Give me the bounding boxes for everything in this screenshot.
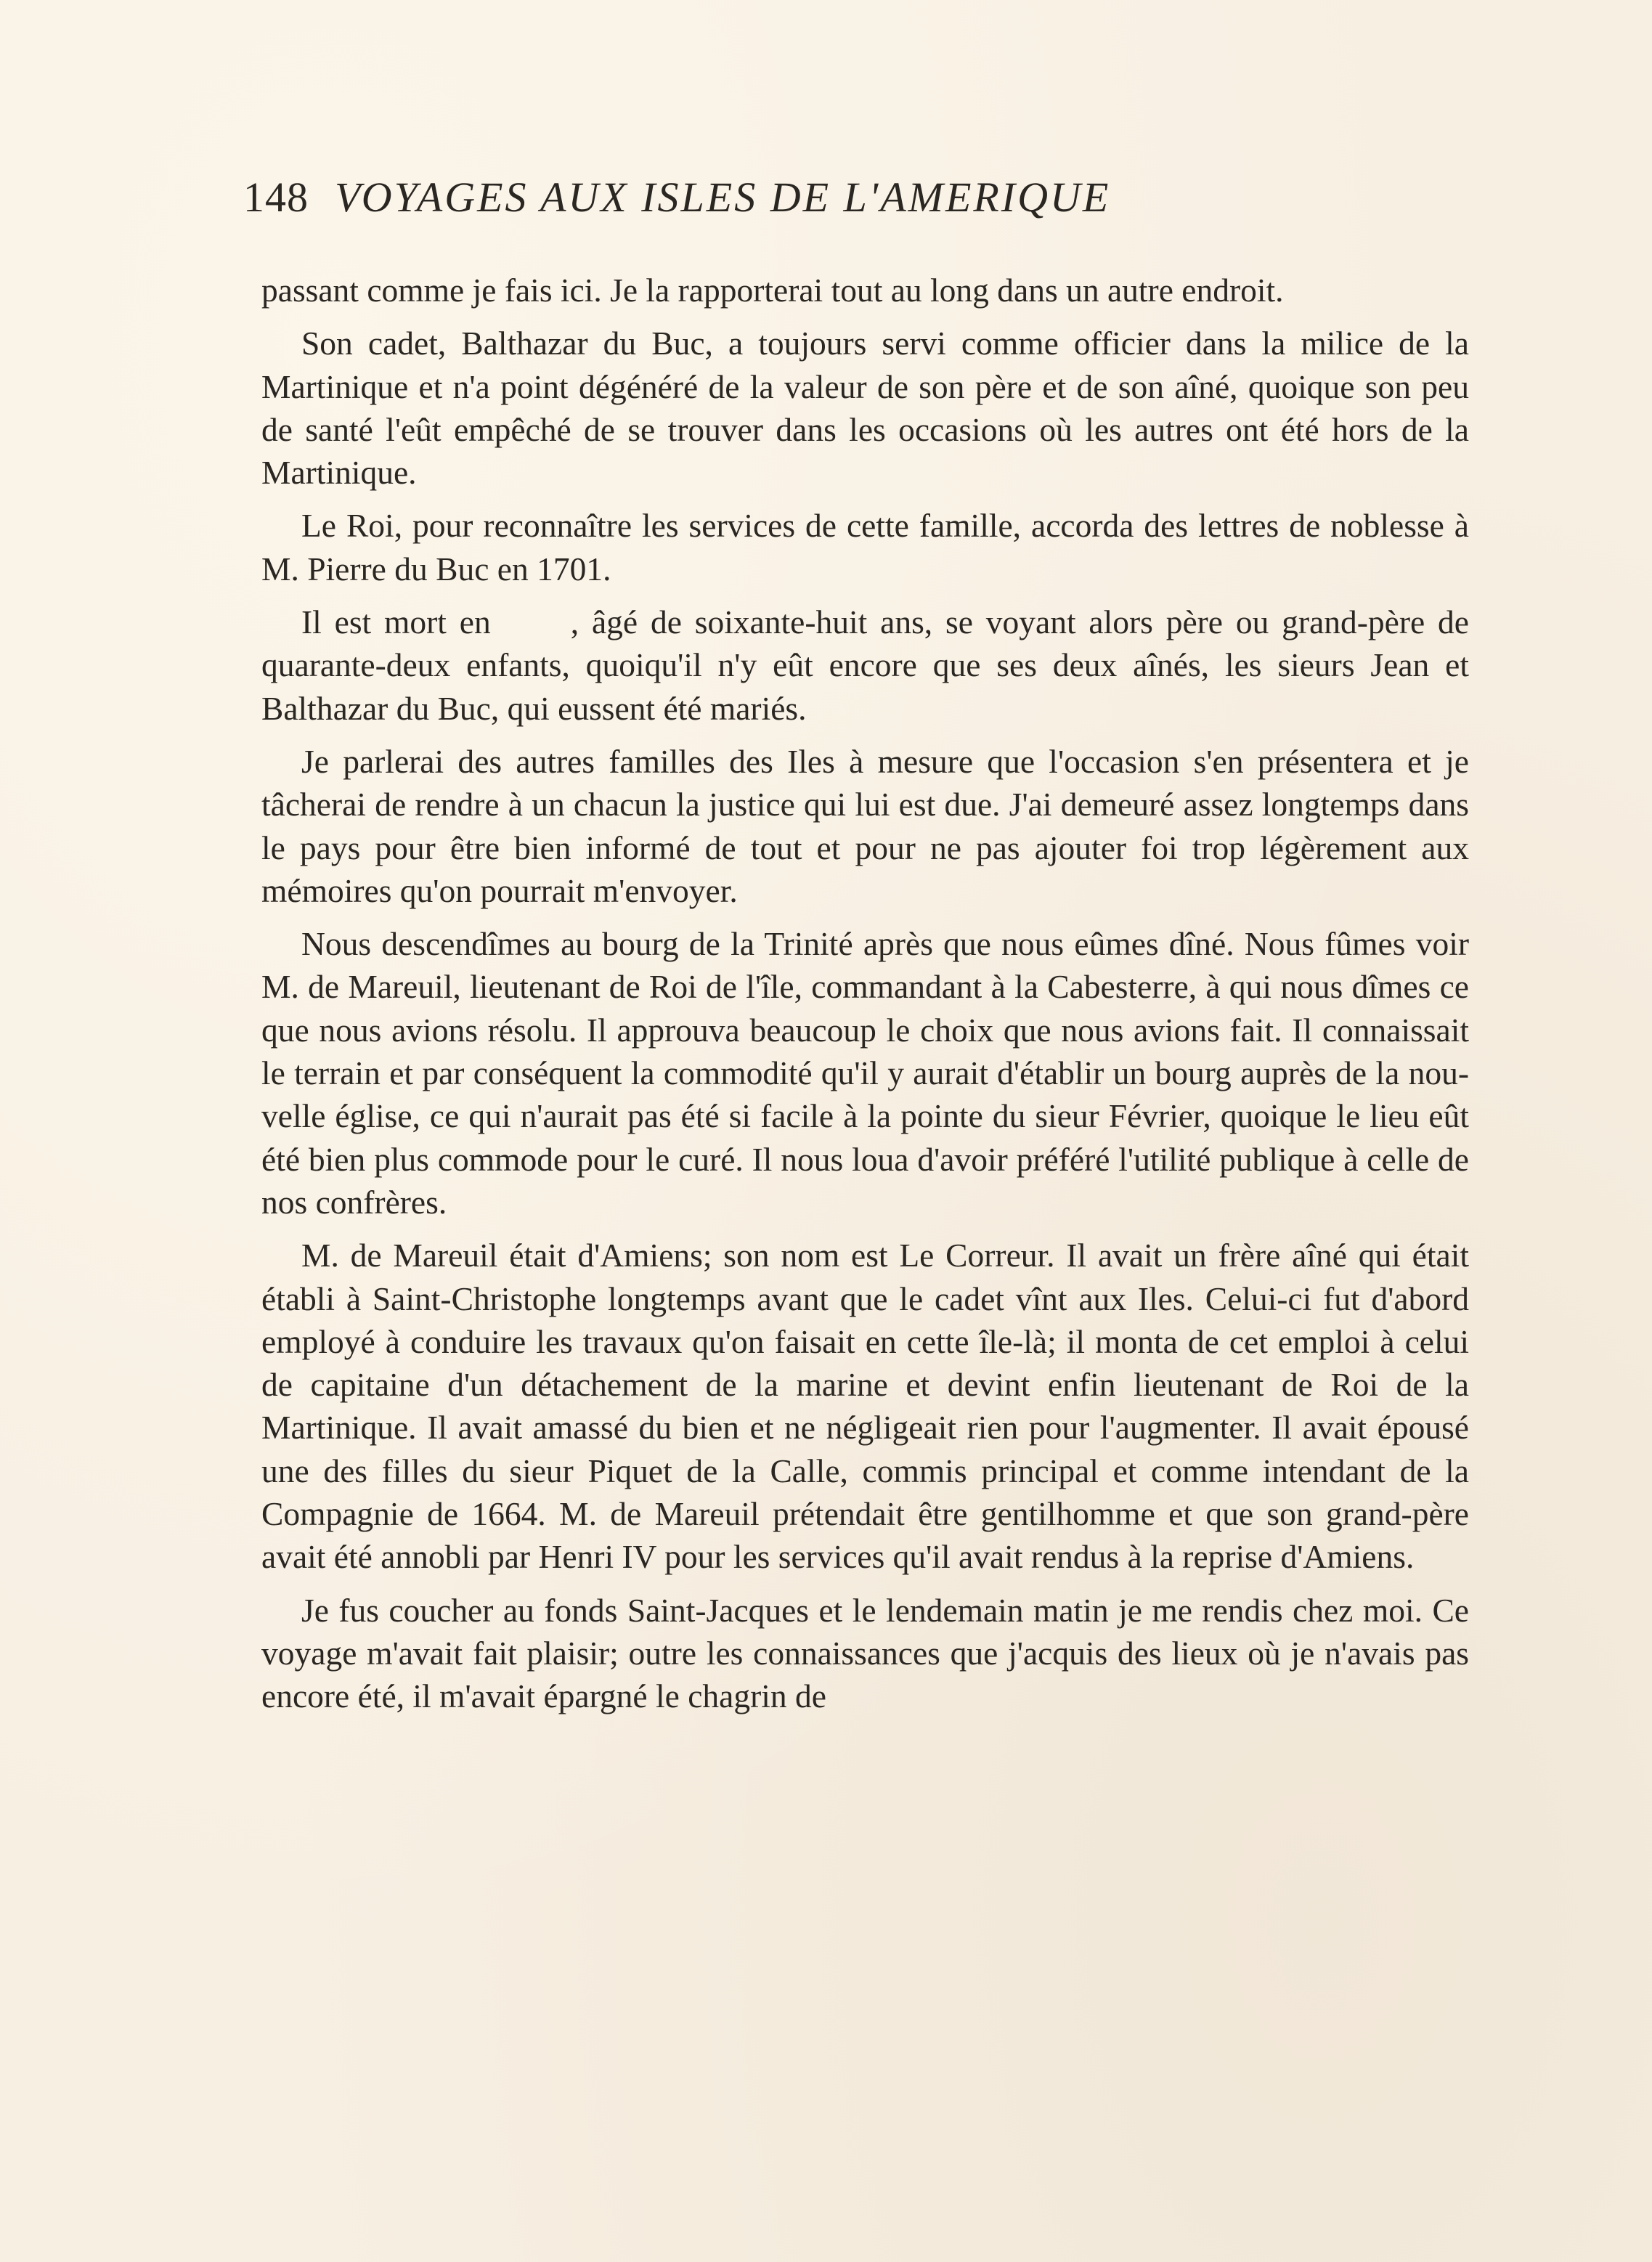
- paragraph-death: [261, 601, 1469, 730]
- death-text-before: Il est mort en: [301, 603, 491, 641]
- death-text-after: , âgé de soixante-huit ans, se voyant alors père ou grand-père de quarante-deux enfants, quoiqu'il n'y eût encore que ses deux aînés, les sieurs Jean et Balthazar du Buc, qui eussent été mariés.: [261, 603, 1470, 727]
- running-head: [243, 168, 1456, 227]
- paragraph-families: Je parlerai des autres familles des Iles à mesure que l'occasion s'en présentera et je tâcherai de rendre à un chacun la justice qui lui est due. J'ai demeuré assez longtemps dans le pays pour être bien informé de tout et pour ne pas ajouter foi trop légèrement aux mémoires qu'on pourrait m'envoyer.: [261, 742, 1469, 909]
- paragraph-noblesse: Le Roi, pour reconnaître les services de cette famille, accorda des lettres de noblesse à M. Pierre du Buc en 1701.: [261, 507, 1469, 587]
- paragraph-balthazar: Son cadet, Balthazar du Buc, a toujours servi comme officier dans la milice de la Martinique et n'a point dégénéré de la valeur de son père et de son aîné, quoique son peu de santé l'eût empêché de se trouver dans les occasions où les autres ont été hors de la Martinique.: [261, 325, 1469, 492]
- running-title: VOYAGES AUX ISLES DE L'AMERIQUE: [335, 174, 1111, 221]
- paragraph-trinite: Nous descendîmes au bourg de la Trinité après que nous eûmes dîné. Nous fûmes voir M. de Mareuil, lieutenant de Roi de l'île, commandant à la Cabesterre, à qui nous dîmes ce que nous avions résolu. Il approuva beaucoup le choix que nous avions fait. Il connaissait le terrain et par conséquent la commodité qu'il y aurait d'établir un bourg auprès de la nouvelle église, ce qui n'aurait pas été si facile à la pointe du sieur Février, quoique le lieu eût été bien plus commode pour le curé. Il nous loua d'avoir préféré l'utilité publique à celle de nos confrères.: [261, 925, 1469, 1221]
- paragraph-continued: passant comme je fais ici. Je la rapporterai tout au long dans un autre endroit.: [261, 272, 1284, 309]
- paragraph-saint-jacques: Je fus coucher au fonds Saint-Jacques et le lendemain matin je me rendis chez moi. Ce voyage m'avait fait plaisir; outre les connaissances que j'acquis des lieux où je n'avais pas encore été, il m'avait épargné le chagrin de: [261, 1591, 1469, 1715]
- body-text: [261, 269, 1469, 1728]
- paragraph-mareuil: M. de Mareuil était d'Amiens; son nom est Le Correur. Il avait un frère aîné qui était établi à Saint-Christophe longtemps avant que le cadet vînt aux Iles. Celui-ci fut d'abord employé à conduire les travaux qu'on faisait en cette île-là; il monta de cet emploi à celui de capitaine d'un détachement de la marine et devint enfin lieutenant de Roi de la Martinique. Il avait amassé du bien et ne négligeait rien pour l'augmenter. Il avait épousé une des filles du sieur Piquet de la Calle, commis principal et comme intendant de la Compagnie de 1664. M. de Mareuil prétendait être gentilhomme et que son grand-père avait été annobli par Henri IV pour les services qu'il avait rendus à la reprise d'Amiens.: [261, 1237, 1469, 1576]
- page-number: 148: [243, 174, 309, 221]
